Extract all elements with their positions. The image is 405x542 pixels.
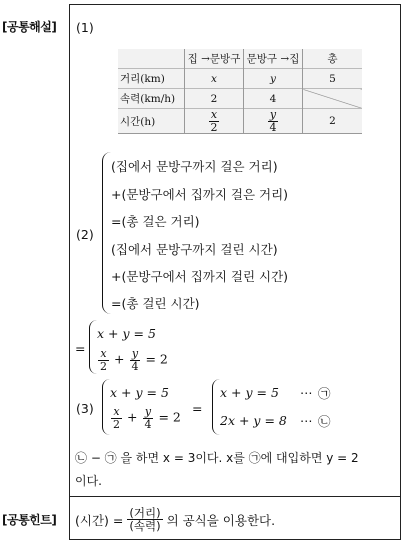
conclusion-line-2: 이다. (75, 474, 102, 488)
part2-brace (102, 152, 111, 314)
cell-speed-to-store: 2 (185, 89, 244, 109)
fraction: $\frac{y}{4}$ (131, 347, 139, 373)
table-header-to-home: 문방구 →집 (244, 49, 303, 69)
result-brace (89, 320, 97, 374)
fraction: $\frac{y}{4}$ (269, 108, 277, 134)
cell-time-to-store (185, 109, 244, 134)
hint-lhs: (시간) = (75, 512, 124, 528)
hint-frac-numerator: (거리) (129, 506, 161, 520)
part2-line-5: +(문방구에서 집까지 걸린 시간) (111, 269, 289, 284)
part3-left-eq-1: x + y = 5 (110, 385, 169, 400)
table-header-total: 총 (303, 49, 363, 69)
part3-equals: = (192, 401, 203, 416)
part2-line-4: (집에서 문방구까지 걸린 시간) (111, 242, 278, 257)
part3-right-eq-2: 2x + y = 8 (220, 413, 287, 428)
part2-line-2: +(문방구에서 집까지 걸은 거리) (111, 187, 289, 202)
circled-mark-1: ㉠ (318, 386, 331, 401)
section-divider (69, 496, 401, 497)
cell-distance-total: 5 (303, 69, 363, 89)
part2-line-6: =(총 걸린 시간) (111, 296, 200, 311)
hint-fraction (127, 507, 162, 532)
part3-left-eq-2: $\frac{x}{2}$ + $\frac{y}{4}$ = 2 (113, 405, 181, 431)
speed-table (118, 49, 362, 134)
hint-frac-denominator: (속력) (129, 519, 161, 534)
fraction: $\frac{x}{2}$ (210, 108, 218, 134)
fraction: $\frac{x}{2}$ (113, 405, 120, 431)
part2-line-3: =(총 걸은 거리) (111, 214, 200, 229)
result-eq-1: x + y = 5 (97, 326, 156, 341)
fraction: $\frac{x}{2}$ (100, 347, 107, 373)
result-equals: = (75, 341, 86, 356)
part2-number: (2) (76, 227, 94, 242)
cell-time-to-home (244, 109, 303, 134)
hint-rest: 의 공식을 이용한다. (166, 512, 276, 528)
part3-number: (3) (76, 401, 94, 416)
solution-label: [공통해설] (2, 20, 57, 34)
hint-formula (75, 507, 275, 532)
conclusion-line-1: ㉡ − ㉠ 을 하면 x = 3이다. x를 ㉠에 대입하면 y = 2 (75, 451, 359, 465)
row-label-time: 시간(h) (118, 109, 185, 134)
part1-number: (1) (76, 20, 94, 35)
cell-distance-to-store: x (185, 69, 244, 89)
row-label-speed: 속력(km/h) (118, 89, 185, 109)
row-label-distance: 거리(km) (118, 69, 185, 89)
table-header-to-store: 집 →문방구 (185, 49, 244, 69)
part3-dots-1: ⋯ (300, 385, 313, 400)
cell-distance-to-home: y (244, 69, 303, 89)
part3-dots-2: ⋯ (300, 413, 313, 428)
hint-label: [공통힌트] (2, 513, 57, 527)
cell-time-total: 2 (303, 109, 363, 134)
result-eq-2: $\frac{x}{2}$ + $\frac{y}{4}$ = 2 (100, 347, 168, 373)
part3-left-brace (102, 379, 110, 435)
circled-mark-2: ㉡ (318, 414, 331, 429)
cell-speed-total (303, 89, 363, 109)
part3-right-eq-1: x + y = 5 (220, 385, 279, 400)
fraction: $\frac{y}{4}$ (144, 405, 152, 431)
part2-line-1: (집에서 문방구까지 걸은 거리) (111, 159, 278, 174)
cell-speed-to-home: 4 (244, 89, 303, 109)
table-header-empty (118, 49, 185, 69)
part3-right-brace (212, 379, 220, 435)
